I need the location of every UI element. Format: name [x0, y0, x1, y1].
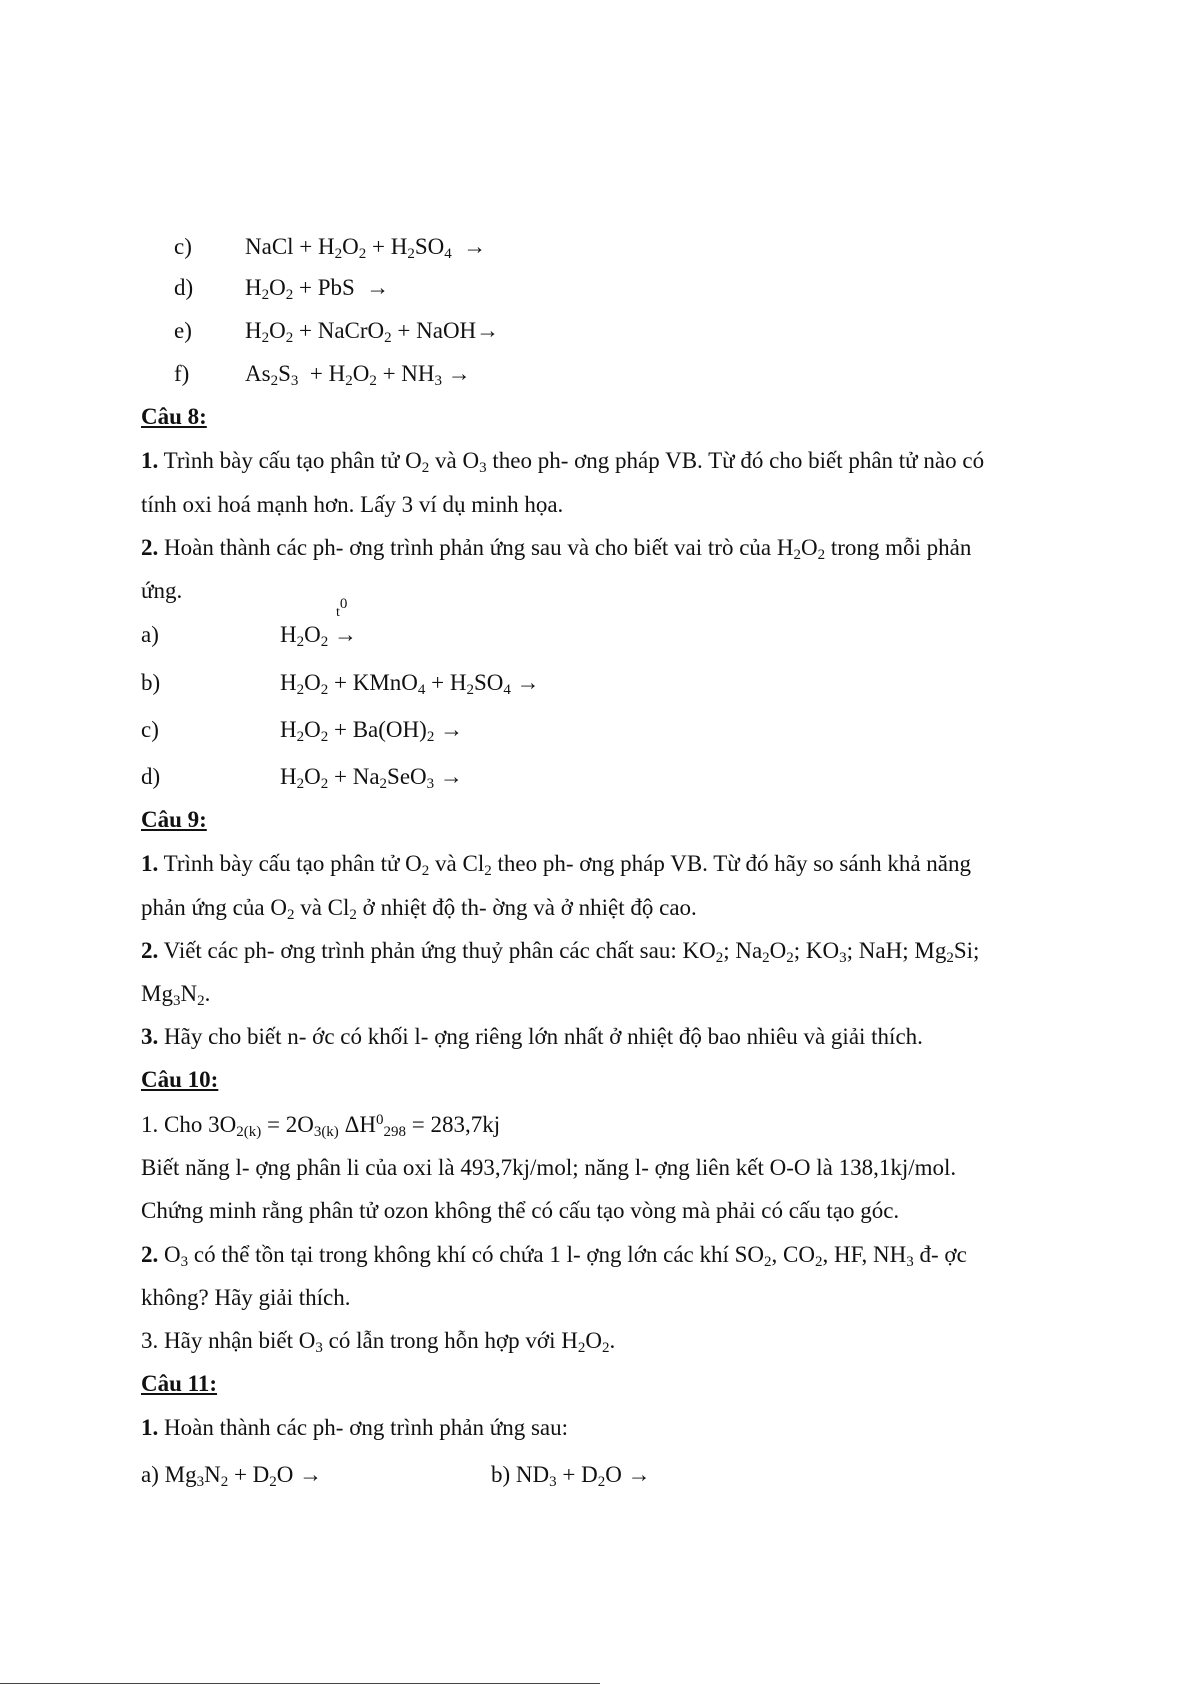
heading-cau-10: Câu 10: [141, 1067, 219, 1092]
item-label: f) [174, 361, 190, 386]
heading-cau-8: Câu 8: [141, 404, 207, 429]
paragraph-line: $Mg_3N_2$. [141, 981, 211, 1009]
paragraph: 1. Trình bày cấu tạo phân tử $O_2$ và $O_3$ theo ph- ơng pháp VB. Từ đó cho biết phân tử nào có [141, 448, 985, 476]
equation-b: $H_2O_2$ + KMnO$_4$ + $H_2SO_4$ → [280, 670, 540, 698]
paragraph: 1. Trình bày cấu tạo phân tử $O_2$ và $Cl_2$ theo ph- ơng pháp VB. Từ đó hãy so sánh khả năng [141, 851, 971, 879]
paragraph-line: Biết năng l- ợng phân li của oxi là 493,7kj/mol; năng l- ợng liên kết O-O là 138,1kj/mol. [141, 1155, 957, 1180]
item-label: d) [174, 275, 194, 300]
paragraph-line: không? Hãy giải thích. [141, 1285, 351, 1310]
heading-cau-11: Câu 11: [141, 1371, 218, 1396]
item-label: e) [174, 318, 192, 343]
equation-c: $H_2O_2 + Ba(OH)_2$ → [280, 717, 464, 745]
paragraph-line: phản ứng của $O_2$ và $Cl_2$ ở nhiệt độ th- ờng và ở nhiệt độ cao. [141, 895, 697, 923]
paragraph-line: Chứng minh rằng phân tử ozon không thể có cấu tạo vòng mà phải có cấu tạo góc. [141, 1198, 900, 1223]
equation-d: $H_2O_2 + Na_2SeO_3$ → [280, 764, 463, 792]
paragraph: 1. Hoàn thành các ph- ơng trình phản ứng sau: [141, 1415, 569, 1440]
heading-cau-9: Câu 9: [141, 807, 207, 832]
paragraph: 3. Hãy cho biết n- ớc có khối l- ợng riêng lớn nhất ở nhiệt độ bao nhiêu và giải thích. [141, 1024, 923, 1049]
paragraph: 1. Cho $3O_{2(k)} = 2O_{3(k)}$ $\Delta H^0_{298} = 283,7kj$ [141, 1112, 501, 1140]
item-label: a) [141, 622, 159, 647]
equation-a: $H_2O_2$ $t^0$ → [280, 596, 357, 650]
footer-rule [0, 1683, 600, 1684]
paragraph-line: tính oxi hoá mạnh hơn. Lấy 3 ví dụ minh họa. [141, 492, 564, 517]
item-label: c) [141, 717, 159, 742]
equation-f: $As_2S_3 + H_2O_2 + NH_3$ → [245, 361, 471, 389]
item-label: c) [174, 234, 192, 259]
paragraph: 2. $O_3$ có thể tồn tại trong không khí có chứa 1 l- ợng lớn các khí $SO_2$, $CO_2$, HF, $NH_3$ đ- ợc [141, 1242, 967, 1270]
equation-e: $H_2O_2$ + NaCrO$_2$ + NaOH→ [245, 318, 500, 346]
paragraph: 2. Hoàn thành các ph- ơng trình phản ứng sau và cho biết vai trò của $H_2O_2$ trong mỗi phản [141, 535, 972, 563]
paragraph: 3. Hãy nhận biết $O_3$ có lẫn trong hỗn hợp với $H_2O_2$. [141, 1328, 616, 1356]
item-label: b) [141, 670, 161, 695]
paragraph-line: ứng. [141, 578, 183, 603]
paragraph: 2. Viết các ph- ơng trình phản ứng thuỷ phân các chất sau: $KO_2$; $Na_2O_2$; $KO_3$; NaH; $Mg_2Si$; [141, 938, 980, 966]
equation-a: a) $Mg_3N_2 + D_2O$ → [141, 1462, 323, 1490]
equation-c: NaCl + $H_2O_2 + H_2SO_4$ → [245, 234, 487, 262]
item-label: d) [141, 764, 161, 789]
equation-d: $H_2O_2$ + PbS → [245, 275, 390, 303]
equation-b: b) $ND_3 + D_2O$ → [491, 1462, 651, 1490]
